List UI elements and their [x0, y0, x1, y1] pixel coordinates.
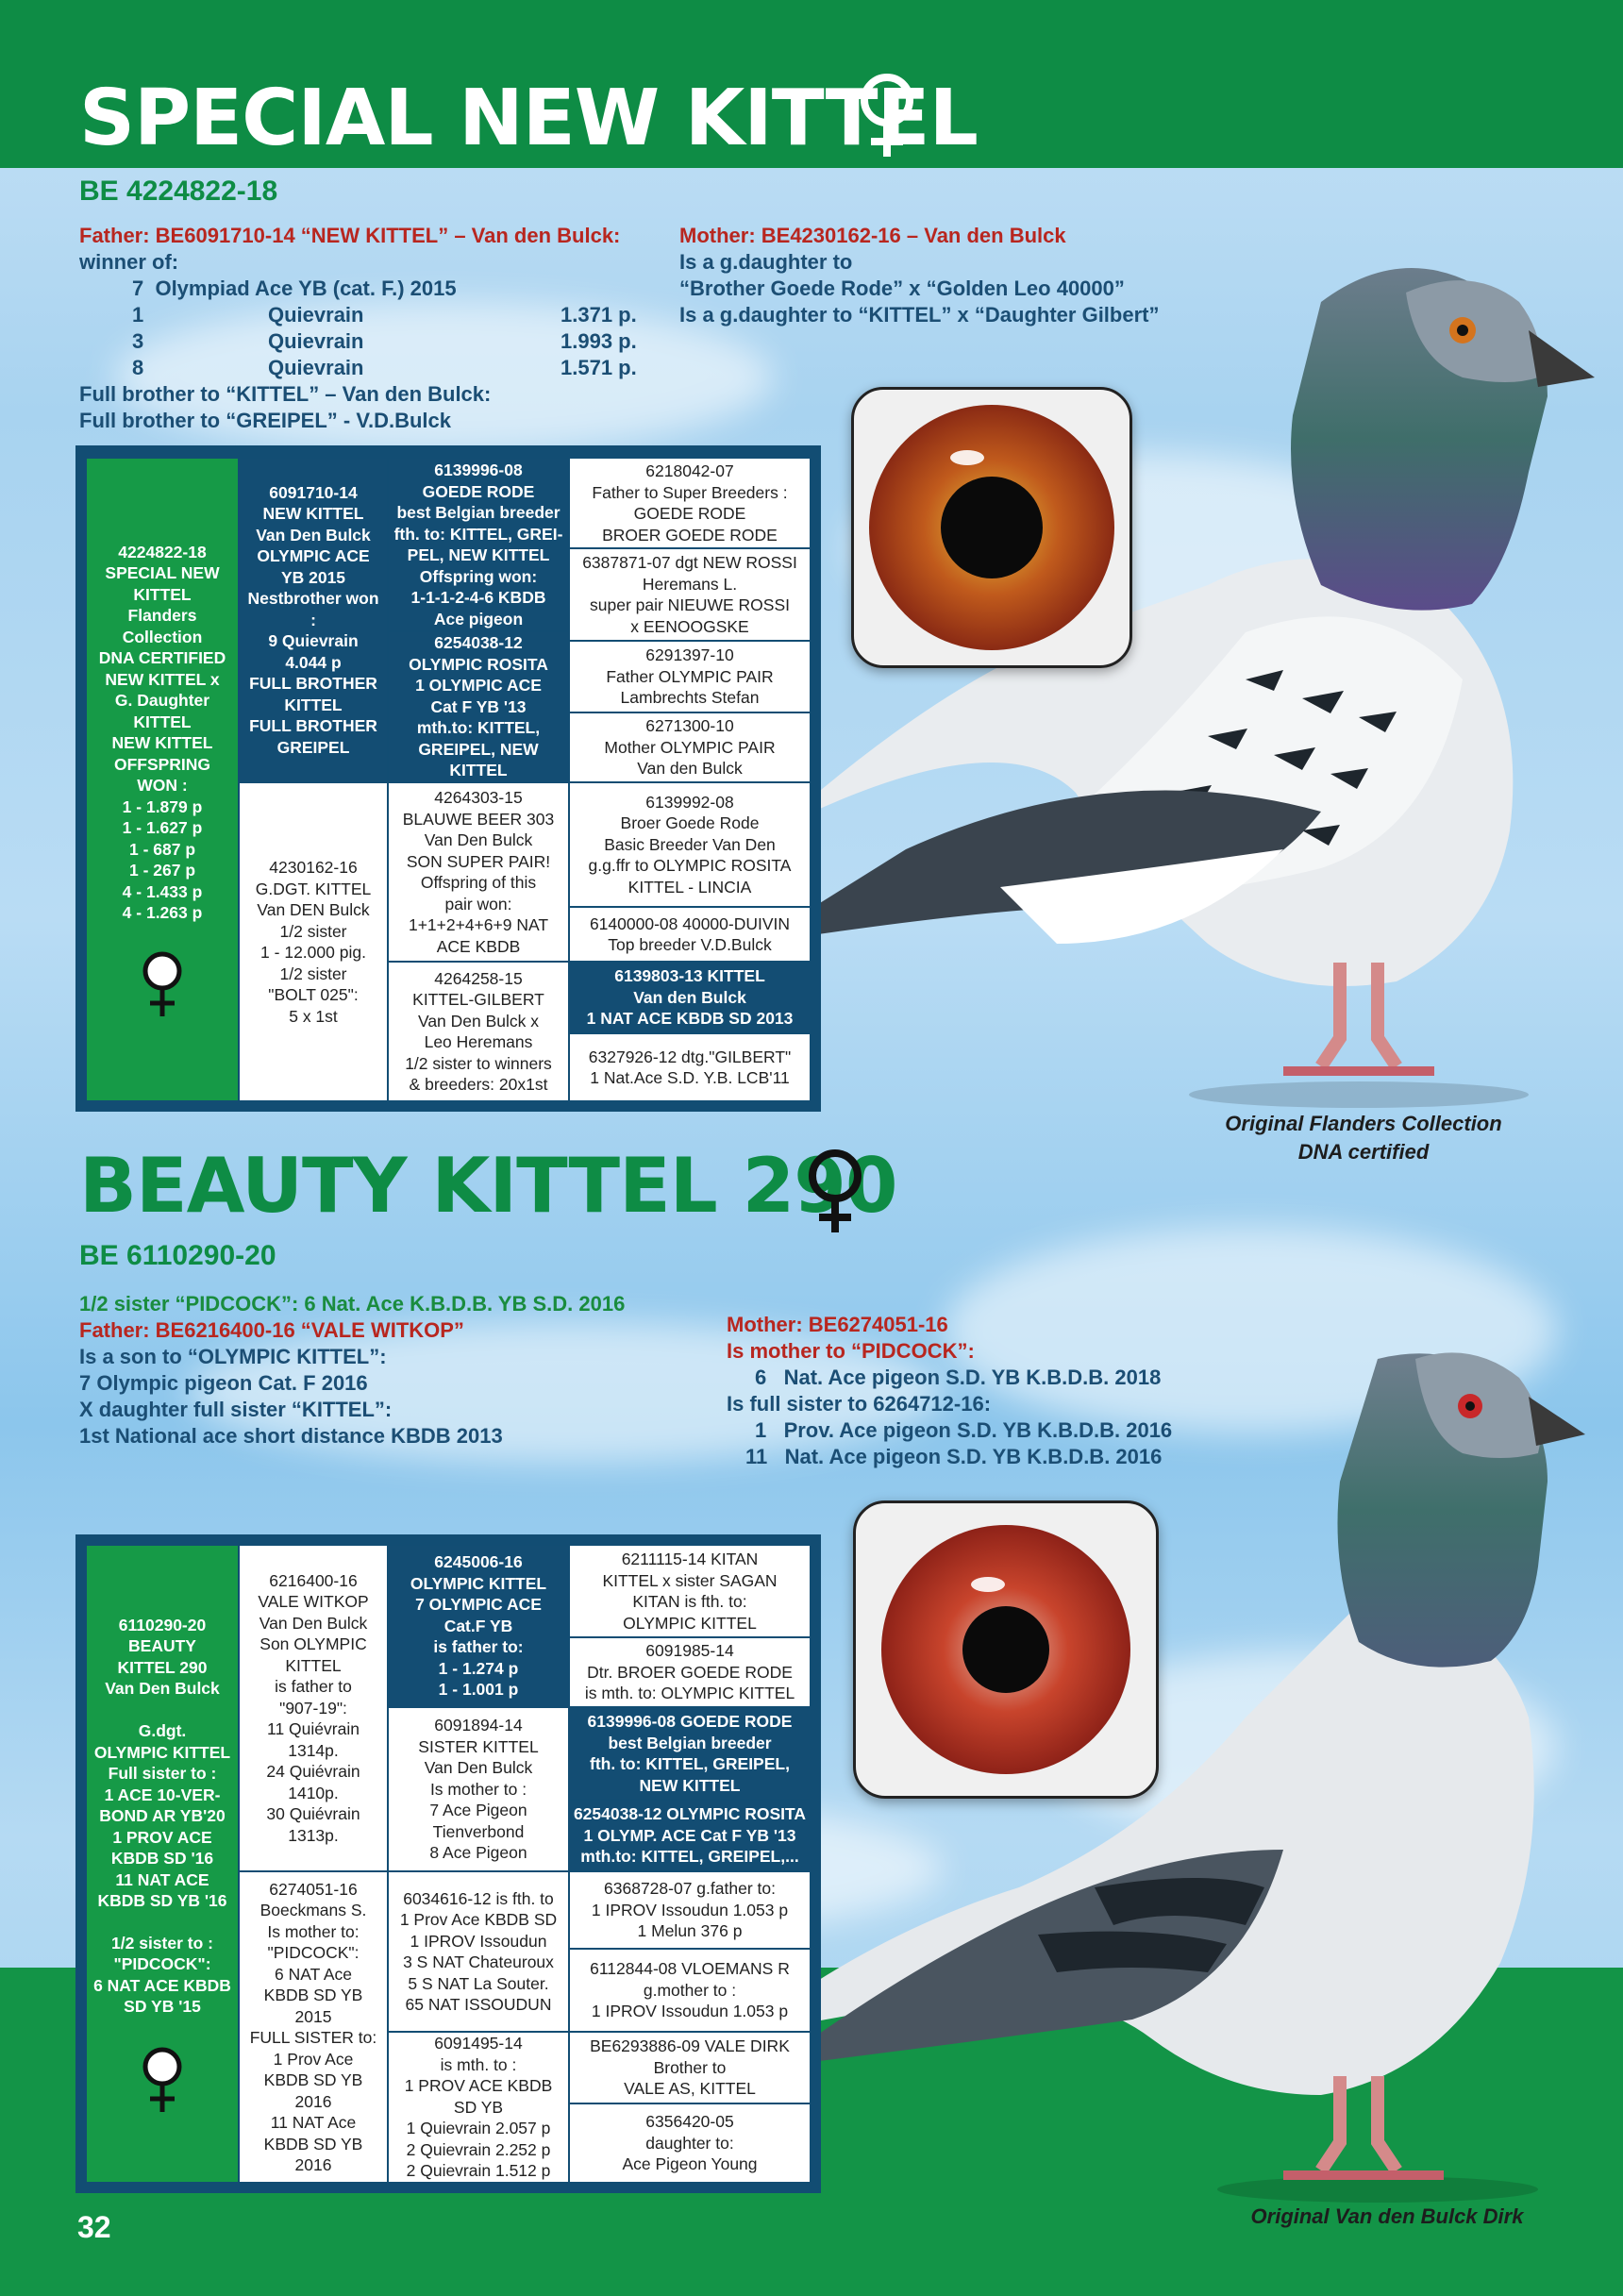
section2-father-line: 7 Olympic pigeon Cat. F 2016	[79, 1371, 368, 1395]
eye-photo	[853, 1500, 1159, 1799]
pedigree-ggp: 6139996-08 GOEDE RODE best Belgian breeder fth. to: KITTEL, GREIPEL, NEW KITTEL	[570, 1708, 810, 1799]
pedigree-sire-dam: 6254038-12 OLYMPIC ROSITA 1 OLYMPIC ACE Cat F YB '13 mth.to: KITTEL, GREIPEL, NEW KITTEL	[389, 632, 568, 781]
section2-half-sister-line: 1/2 sister “PIDCOCK”: 6 Nat. Ace K.B.D.B. YB S.D. 2016	[79, 1292, 626, 1316]
section2-mother-line: Is mother to “PIDCOCK”:	[727, 1339, 975, 1363]
page-number: 32	[77, 2210, 111, 2244]
section2-title: BEAUTY KITTEL 290	[79, 1142, 897, 1230]
section1-father-heading: Father: BE6091710-14 “NEW KITTEL” – Van den Bulck:	[79, 224, 621, 247]
section1-ring-number: BE 4224822-18	[79, 176, 278, 207]
section2-mother-line: 11 Nat. Ace pigeon S.D. YB K.B.D.B. 2016	[745, 1445, 1163, 1468]
section1-mother-line: “Brother Goede Rode” x “Golden Leo 40000”	[679, 277, 1125, 300]
pedigree-dam-dam: 4264258-15 KITTEL-GILBERT Van Den Bulck x Leo Heremans 1/2 sister to winners & breeders: 20x1st	[389, 963, 568, 1100]
pedigree-dam: 4230162-16 G.DGT. KITTEL Van DEN Bulck 1/2 sister 1 - 12.000 pig. 1/2 sister "BOLT 025": 5 x 1st	[240, 783, 387, 1100]
pedigree-ggp: 6139803-13 KITTEL Van den Bulck 1 NAT ACE KBDB SD 2013	[570, 963, 810, 1032]
pedigree-ggp: 6327926-12 dtg."GILBERT" 1 Nat.Ace S.D. Y.B. LCB'11	[570, 1034, 810, 1100]
section2-photo-caption: Original Van den Bulck Dirk	[1250, 2204, 1524, 2228]
pedigree-ggp: 6211115-14 KITAN KITTEL x sister SAGAN KITAN is fth. to: OLYMPIC KITTEL	[570, 1546, 810, 1636]
pedigree-ggp: 6112844-08 VLOEMANS R g.mother to : 1 IPROV Issoudun 1.053 p	[570, 1950, 810, 2031]
pedigree-sire: 6216400-16 VALE WITKOP Van Den Bulck Son OLYMPIC KITTEL is father to "907-19": 11 Quiévrain 1314p. 24 Quiévrain 1410p. 30 Quiévrain 1313p.	[240, 1546, 387, 1870]
section1-father-line: 7 Olympiad Ace YB (cat. F.) 2015	[132, 277, 457, 300]
pedigree-ggp: 6387871-07 dgt NEW ROSSI Heremans L. super pair NIEUWE ROSSI x EENOOGSKE	[570, 549, 810, 640]
section2-mother-line: Is full sister to 6264712-16:	[727, 1392, 992, 1416]
female-symbol-icon	[137, 950, 188, 1018]
result-place: 8	[132, 356, 144, 379]
pedigree-sire: 6091710-14 NEW KITTEL Van Den Bulck OLYMPIC ACE YB 2015 Nestbrother won : 9 Quievrain 4.044 p FULL BROTHER KITTEL FULL BROTHER GREIPEL	[240, 459, 387, 781]
pedigree-ggp: 6218042-07 Father to Super Breeders : GOEDE RODE BROER GOEDE RODE	[570, 459, 810, 547]
section2-father-line: Is a son to “OLYMPIC KITTEL”:	[79, 1345, 387, 1368]
section2-father-line: X daughter full sister “KITTEL”:	[79, 1398, 393, 1421]
pedigree-dam-dam: 6091495-14 is mth. to : 1 PROV ACE KBDB SD YB 1 Quievrain 2.057 p 2 Quievrain 2.252 p 2 Quievrain 1.512 p	[389, 2033, 568, 2182]
section2-ring-number: BE 6110290-20	[79, 1240, 276, 1271]
pedigree-ggp: 6356420-05 daughter to: Ace Pigeon Young	[570, 2104, 810, 2182]
pedigree-ggp: BE6293886-09 VALE DIRK Brother to VALE AS, KITTEL	[570, 2033, 810, 2103]
female-symbol-icon	[854, 72, 920, 159]
pedigree-dam: 6274051-16 Boeckmans S. Is mother to: "PIDCOCK": 6 NAT Ace KBDB SD YB 2015 FULL SISTER to: 1 Prov Ace KBDB SD YB 2016 11 NAT Ace KBDB SD YB 2016	[240, 1872, 387, 2182]
pedigree-ggp: 6254038-12 OLYMPIC ROSITA 1 OLYMP. ACE Cat F YB '13 mth.to: KITTEL, GREIPEL,...	[570, 1801, 810, 1870]
pedigree-ggp: 6271300-10 Mother OLYMPIC PAIR Van den Bulck	[570, 713, 810, 781]
pedigree-ggp: 6139992-08 Broer Goede Rode Basic Breeder Van Den g.g.ffr to OLYMPIC ROSITA KITTEL - LINCIA	[570, 783, 810, 906]
section2-mother-line: 6 Nat. Ace pigeon S.D. YB K.B.D.B. 2018	[755, 1366, 1162, 1389]
result-points: 1.571 p.	[561, 356, 637, 379]
female-symbol-icon	[137, 2046, 188, 2114]
section1-title: SPECIAL NEW KITTEL	[79, 74, 978, 163]
result-race: Quievrain	[268, 303, 364, 327]
result-points: 1.371 p.	[561, 303, 637, 327]
result-place: 1	[132, 303, 144, 327]
section2-father-heading: Father: BE6216400-16 “VALE WITKOP”	[79, 1318, 464, 1342]
pedigree-ggp: 6140000-08 40000-DUIVIN Top breeder V.D.Bulck	[570, 908, 810, 961]
section1-father-line: winner of:	[79, 250, 179, 274]
section1-mother-heading: Mother: BE4230162-16 – Van den Bulck	[679, 224, 1066, 247]
pedigree-subject: 6110290-20 BEAUTY KITTEL 290 Van Den Bulck G.dgt. OLYMPIC KITTEL Full sister to : 1 ACE 10-VER- BOND AR YB'20 1 PROV ACE KBDB SD '16 11 NAT ACE KBDB SD YB '16 1/2 sister to : "PIDCOCK": 6 NAT ACE KBDB SD YB '15	[87, 1546, 238, 2182]
pedigree-ggp: 6368728-07 g.father to: 1 IPROV Issoudun 1.053 p 1 Melun 376 p	[570, 1872, 810, 1948]
female-symbol-icon	[802, 1148, 868, 1234]
section1-photo-caption: Original Flanders Collection DNA certified	[1225, 1112, 1502, 1164]
pedigree-ggp: 6091985-14 Dtr. BROER GOEDE RODE is mth. to: OLYMPIC KITTEL	[570, 1638, 810, 1706]
section2-mother-heading: Mother: BE6274051-16	[727, 1313, 948, 1336]
section2-father-line: 1st National ace short distance KBDB 2013	[79, 1424, 503, 1448]
result-points: 1.993 p.	[561, 329, 637, 353]
result-race: Quievrain	[268, 356, 364, 379]
pedigree-sire-sire: 6139996-08 GOEDE RODE best Belgian breeder fth. to: KITTEL, GREI- PEL, NEW KITTEL Offspring won: 1-1-1-2-4-6 KBDB Ace pigeon	[389, 459, 568, 630]
section1-mother-line: Is a g.daughter to “KITTEL” x “Daughter Gilbert”	[679, 303, 1160, 327]
pedigree-sire-dam: 6091894-14 SISTER KITTEL Van Den Bulck Is mother to : 7 Ace Pigeon Tienverbond 8 Ace Pigeon	[389, 1708, 568, 1870]
result-race: Quievrain	[268, 329, 364, 353]
pedigree-sire-sire: 6245006-16 OLYMPIC KITTEL 7 OLYMPIC ACE Cat.F YB is father to: 1 - 1.274 p 1 - 1.001 p	[389, 1546, 568, 1706]
pedigree-ggp: 6291397-10 Father OLYMPIC PAIR Lambrechts Stefan	[570, 642, 810, 712]
result-place: 3	[132, 329, 144, 353]
section1-father-line: Full brother to “GREIPEL” - V.D.Bulck	[79, 409, 452, 432]
pedigree-dam-sire: 6034616-12 is fth. to 1 Prov Ace KBDB SD 1 IPROV Issoudun 3 S NAT Chateuroux 5 S NAT La Souter. 65 NAT ISSOUDUN	[389, 1872, 568, 2031]
pedigree-subject: 4224822-18 SPECIAL NEW KITTEL Flanders Collection DNA CERTIFIED NEW KITTEL x G. Daughter KITTEL NEW KITTEL OFFSPRING WON : 1 - 1.879 p 1 - 1.627 p 1 - 687 p 1 - 267 p 4 - 1.433 p 4 - 1.263 p	[87, 459, 238, 1100]
section1-father-line: Full brother to “KITTEL” – Van den Bulck:	[79, 382, 492, 406]
section1-mother-line: Is a g.daughter to	[679, 250, 853, 274]
pigeon-photo	[717, 189, 1623, 1114]
pedigree-dam-sire: 4264303-15 BLAUWE BEER 303 Van Den Bulck SON SUPER PAIR! Offspring of this pair won: 1+1+2+4+6+9 NAT ACE KBDB	[389, 783, 568, 961]
section2-mother-line: 1 Prov. Ace pigeon S.D. YB K.B.D.B. 2016	[755, 1418, 1173, 1442]
eye-photo	[851, 387, 1132, 668]
